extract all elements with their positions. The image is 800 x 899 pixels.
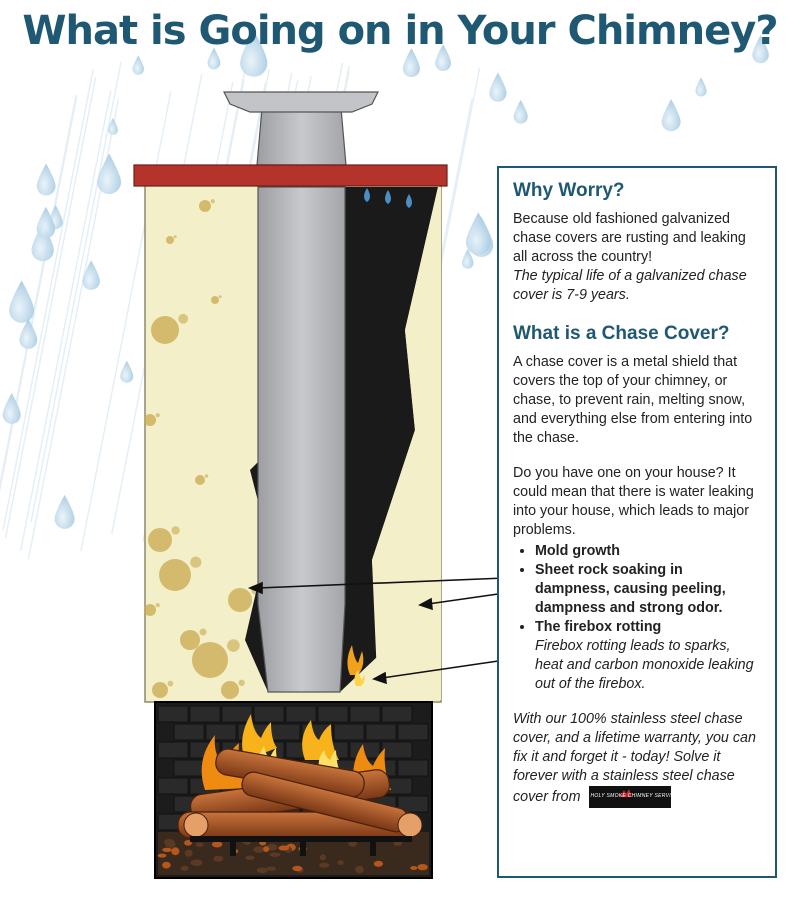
list-item xyxy=(535,542,761,561)
grate-leg xyxy=(230,836,236,856)
raindrop-icon xyxy=(9,280,34,322)
mold-spot xyxy=(200,629,207,636)
raindrop-icon xyxy=(489,72,506,101)
ember xyxy=(165,840,175,847)
brick xyxy=(174,760,204,776)
problem-label: Sheet rock soaking in dampness, causing peeling, dampness and strong odor. xyxy=(535,562,726,616)
problem-detail: Firebox rotting leads to sparks, heat and carbon monoxide leaking out of the firebox. xyxy=(535,638,754,692)
company-logo xyxy=(589,786,679,808)
ember xyxy=(263,846,269,852)
mold-spot xyxy=(148,528,172,552)
ember xyxy=(417,864,428,870)
mold-spot xyxy=(221,681,239,699)
problem-label: Mold growth xyxy=(535,543,620,559)
closing-text xyxy=(513,710,761,808)
brick xyxy=(398,724,428,740)
mold-spot xyxy=(151,316,179,344)
problem-list xyxy=(513,542,761,694)
rain-streak xyxy=(21,91,111,551)
logo-text: HOLY SMOKE CHIMNEY SERVICE xyxy=(590,793,679,799)
brick xyxy=(350,706,380,722)
ember xyxy=(355,866,364,873)
brick xyxy=(334,724,364,740)
ember xyxy=(257,867,268,873)
brick xyxy=(382,742,412,758)
rain-streak xyxy=(31,62,121,522)
mold-spot xyxy=(171,526,179,534)
mold-spot xyxy=(227,639,240,652)
raindrop-icon xyxy=(37,164,56,196)
mold-spot xyxy=(174,235,177,238)
ember xyxy=(245,856,254,860)
chase-cover xyxy=(134,165,447,186)
mold-spot xyxy=(180,630,200,650)
brick xyxy=(190,706,220,722)
brick xyxy=(254,706,284,722)
ember xyxy=(162,862,171,869)
mold-spot xyxy=(166,236,174,244)
mold-spot xyxy=(219,295,222,298)
brick xyxy=(158,742,188,758)
ember xyxy=(212,841,222,847)
raindrop-icon xyxy=(514,100,528,124)
brick xyxy=(222,706,252,722)
ember xyxy=(319,863,329,868)
brick xyxy=(286,706,316,722)
list-item xyxy=(535,561,761,618)
rain-cap xyxy=(224,92,378,112)
mold-spot xyxy=(195,475,205,485)
info-panel xyxy=(497,166,777,878)
raindrop-icon xyxy=(55,495,75,529)
raindrop-icon xyxy=(133,55,144,75)
mold-spot xyxy=(190,557,201,568)
brick xyxy=(398,760,428,776)
brick xyxy=(174,724,204,740)
ember xyxy=(410,866,417,870)
mold-spot xyxy=(239,680,245,686)
ember xyxy=(338,860,344,865)
ember xyxy=(158,854,167,858)
mold-spot xyxy=(144,414,156,426)
raindrop-icon xyxy=(97,154,121,194)
problem-label: The firebox rotting xyxy=(535,619,662,635)
ember xyxy=(181,866,189,871)
raindrop-icon xyxy=(662,99,681,131)
raindrop-icon xyxy=(19,318,37,348)
log-end xyxy=(184,813,208,837)
ember xyxy=(292,866,302,871)
brick xyxy=(382,706,412,722)
mold-spot xyxy=(178,314,188,324)
ember xyxy=(196,842,204,846)
flue-liner xyxy=(258,187,345,692)
raindrop-icon xyxy=(695,77,706,96)
mold-spot xyxy=(144,604,156,616)
mold-spot xyxy=(152,682,168,698)
mold-spot xyxy=(156,413,160,417)
why-worry-body: Because old fashioned galvanized chase covers are rusting and leaking all across the country! xyxy=(513,211,746,265)
raindrop-icon xyxy=(120,361,133,383)
raindrop-icon xyxy=(466,212,491,254)
ember xyxy=(162,848,172,852)
mold-spot xyxy=(199,200,211,212)
list-item xyxy=(535,618,761,694)
brick xyxy=(158,706,188,722)
brick xyxy=(318,706,348,722)
mold-spot xyxy=(159,559,191,591)
brick xyxy=(206,724,236,740)
chase-cover-body: A chase cover is a metal shield that covers the top of your chimney, or chase, to prevent rain, melting snow, and everything else from entering into the chase. xyxy=(513,354,753,446)
chase-cover-question: Do you have one on your house? It could mean that there is water leaking into your house, which leads to major problems. xyxy=(513,465,754,538)
brick xyxy=(158,778,188,794)
ember xyxy=(267,866,276,870)
brick xyxy=(366,724,396,740)
mold-spot xyxy=(205,474,209,478)
mold-spot xyxy=(168,681,174,687)
why-worry-heading: Why Worry? xyxy=(513,180,625,201)
raindrop-icon xyxy=(82,260,99,290)
page-title: What is Going on in Your Chimney? xyxy=(22,8,778,54)
why-worry-note: The typical life of a galvanized chase cover is 7-9 years. xyxy=(513,268,747,303)
grate-leg xyxy=(300,836,306,856)
ember xyxy=(191,859,203,865)
mold-spot xyxy=(228,588,252,612)
mold-spot xyxy=(156,603,160,607)
ember xyxy=(269,853,280,857)
brick xyxy=(270,724,300,740)
closing-sentence: With our 100% stainless steel chase cover, and a lifetime warranty, you can fix it and forget it - today! Solve it forever with a stainless steel chase cover from xyxy=(513,711,756,805)
mold-spot xyxy=(211,296,219,304)
flue-pipe-top xyxy=(257,108,346,165)
mold-spot xyxy=(211,199,215,203)
log-end xyxy=(398,813,422,837)
ember xyxy=(374,861,383,867)
grate-leg xyxy=(370,836,376,856)
ember xyxy=(320,854,326,860)
chase-cover-heading: What is a Chase Cover? xyxy=(513,323,730,344)
mold-spot xyxy=(192,642,228,678)
ember xyxy=(278,846,289,851)
ember xyxy=(171,847,179,855)
ember xyxy=(213,856,223,862)
ember xyxy=(185,850,193,857)
ember xyxy=(253,846,265,852)
